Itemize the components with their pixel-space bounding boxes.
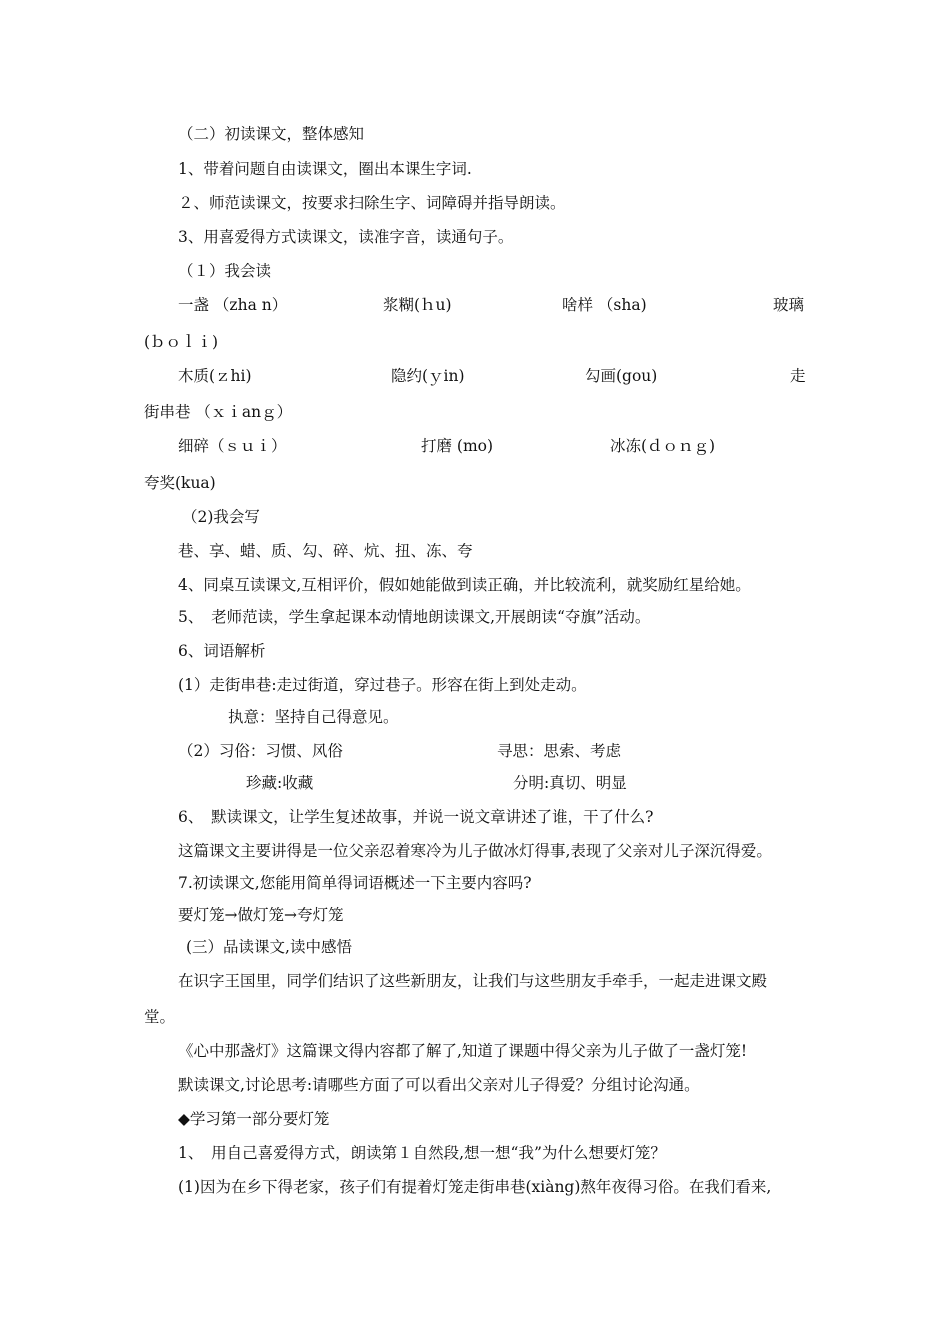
read-word: 打磨 (mo) bbox=[421, 437, 494, 455]
step-2: ２、师范读课文，按要求扫除生字、词障碍并指导朗读。 bbox=[178, 194, 566, 212]
part-1-step-1: 1、 用自己喜爱得方式，朗读第１自然段,想一想“我”为什么想要灯笼？ bbox=[178, 1144, 666, 1162]
read-word: 玻璃 bbox=[773, 296, 805, 314]
step-3: 3、用喜爱得方式读课文，读准字音，读通句子。 bbox=[178, 228, 514, 246]
summary: 这篇课文主要讲得是一位父亲忍着寒冷为儿子做冰灯得事,表现了父亲对儿子深沉得爱。 bbox=[178, 842, 772, 860]
para-1-line-2: 堂。 bbox=[144, 1008, 176, 1026]
read-word: 啥样 （sha) bbox=[562, 296, 647, 314]
section3-heading: (三）品读课文,读中感悟 bbox=[186, 938, 352, 956]
vocab-2-right: 寻思：思索、考虑 bbox=[497, 742, 622, 760]
step-7: 7.初读课文,您能用简单得词语概述一下主要内容吗? bbox=[178, 874, 532, 892]
step-5: 5、 老师范读，学生拿起课本动情地朗读课文,开展朗读“夺旗”活动。 bbox=[178, 608, 651, 626]
vocab-3-right: 分明:真切、明显 bbox=[513, 774, 627, 792]
read-word: 浆糊(ｈu) bbox=[383, 296, 452, 314]
vocab-2-left: （2）习俗：习惯、风俗 bbox=[178, 742, 343, 760]
vocab-3-left: 珍藏:收藏 bbox=[246, 774, 314, 792]
step-6b: 6、 默读课文，让学生复述故事，并说一说文章讲述了谁，干了什么? bbox=[178, 808, 654, 826]
read-word: 走 bbox=[790, 367, 806, 385]
outline: 要灯笼→做灯笼→夸灯笼 bbox=[178, 906, 344, 924]
read-word: 夸奖(kua) bbox=[144, 474, 216, 492]
para-2: 《心中那盏灯》这篇课文得内容都了解了,知道了课题中得父亲为儿子做了一盏灯笼! bbox=[178, 1042, 748, 1060]
read-word: 隐约(ｙin) bbox=[391, 367, 465, 385]
write-chars: 巷、享、蜡、质、勾、碎、炕、扭、冻、夸 bbox=[178, 542, 473, 560]
read-word: 街串巷 （ｘｉanｇ） bbox=[144, 403, 293, 421]
read-heading: （１）我会读 bbox=[178, 262, 272, 280]
vocab-zhiyi: 执意：坚持自己得意见。 bbox=[228, 708, 399, 726]
read-word: 细碎（ｓｕｉ） bbox=[178, 437, 287, 455]
step-6-heading: 6、词语解析 bbox=[178, 642, 266, 660]
read-word: 一盏 （zha n） bbox=[178, 296, 288, 314]
write-heading: （2)我会写 bbox=[182, 508, 260, 526]
para-3: 默读课文,讨论思考:请哪些方面了可以看出父亲对儿子得爱？分组讨论沟通。 bbox=[178, 1076, 700, 1094]
step-4: 4、同桌互读课文,互相评价，假如她能做到读正确，并比较流利，就奖励红星给她。 bbox=[178, 576, 751, 594]
vocab-1: (1）走街串巷:走过街道，穿过巷子。形容在街上到处走动。 bbox=[178, 676, 587, 694]
part-1-heading: ◆学习第一部分要灯笼 bbox=[178, 1110, 330, 1128]
part-1-answer: (1)因为在乡下得老家，孩子们有提着灯笼走街串巷(xiàng)熬年夜得习俗。在我们看来, bbox=[178, 1178, 772, 1196]
read-word: 勾画(gou) bbox=[585, 367, 658, 385]
para-1-line-1: 在识字王国里，同学们结识了这些新朋友，让我们与这些朋友手牵手，一起走进课文殿 bbox=[178, 972, 768, 990]
step-1: 1、带着问题自由读课文，圈出本课生字词. bbox=[178, 160, 472, 178]
read-word: (ｂｏｌｉ) bbox=[144, 333, 219, 351]
read-word: 木质(ｚhi) bbox=[178, 367, 252, 385]
read-word: 冰冻(ｄｏｎｇ) bbox=[610, 437, 716, 455]
section2-heading: （二）初读课文，整体感知 bbox=[178, 125, 365, 143]
